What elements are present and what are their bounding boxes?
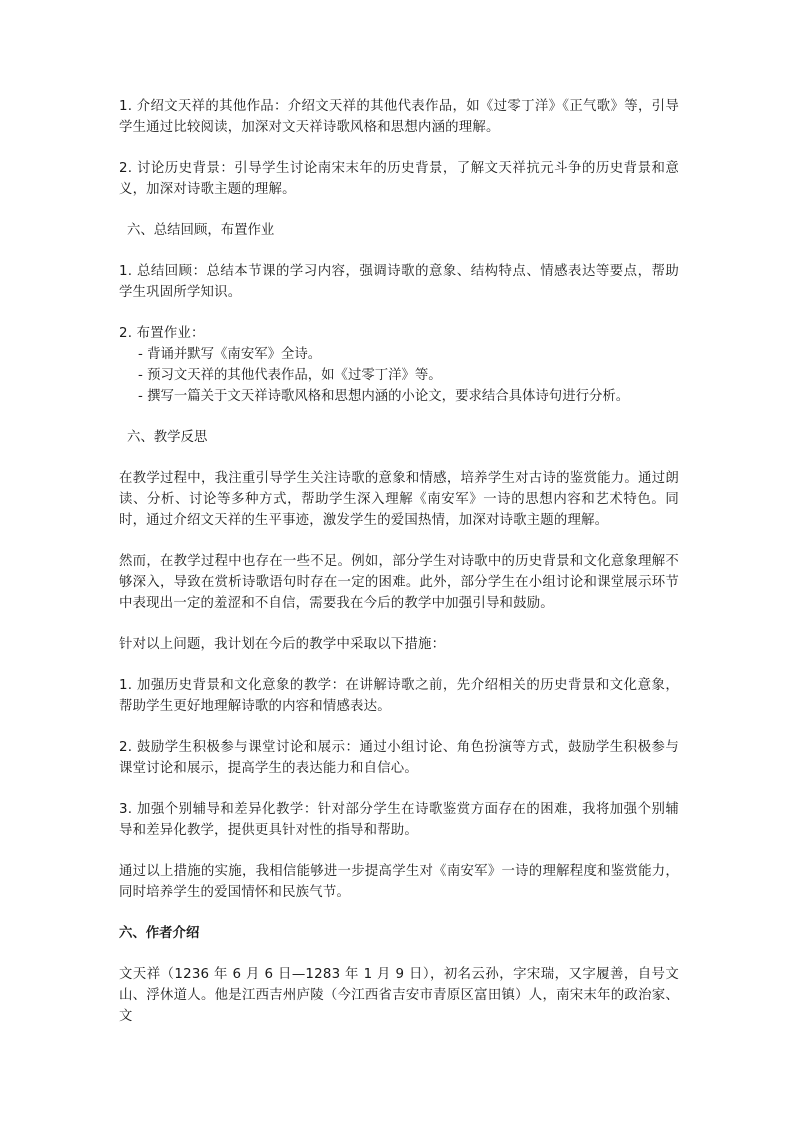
heading-teaching-reflection: 六、教学反思 [127,430,208,445]
list-item: - 预习文天祥的其他代表作品，如《过零丁洋》等。 [138,368,442,383]
paragraph-reflection-2: 然而，在教学过程中也存在一些不足。例如，部分学生对诗歌中的历史背景和文化意象理解不够深入，导致在赏析诗歌语句时存在一定的困难。此外，部分学生在小组讨论和课堂展示环节中表现出一定的羞涩和不自信，需要我在今后的教学中加强引导和鼓励。 [119,554,679,611]
heading-summary-homework: 六、总结回顾，布置作业 [127,223,275,238]
list-item: - 撰写一篇关于文天祥诗歌风格和思想内涵的小论文，要求结合具体诗句进行分析。 [138,389,630,404]
heading-author-intro: 六、作者介绍 [119,926,200,941]
paragraph-history-background: 2. 讨论历史背景：引导学生讨论南宋末年的历史背景，了解文天祥抗元斗争的历史背景和意义，加深对诗歌主题的理解。 [119,161,679,197]
paragraph-author-bio: 文天祥（1236 年 6 月 6 日—1283 年 1 月 9 日），初名云孙，字宋瑞，又字履善，自号文山、浮休道人。他是江西吉州庐陵（今江西省吉安市青原区富田镇）人，南宋末年的政治家、文 [119,967,679,1024]
document-page [119,96,679,1047]
paragraph-summary-review: 1. 总结回顾：总结本节课的学习内容，强调诗歌的意象、结构特点、情感表达等要点，帮助学生巩固所学知识。 [119,264,679,300]
paragraph-homework-title: 2. 布置作业： [119,326,205,341]
paragraph-measures-intro: 针对以上问题，我计划在今后的教学中采取以下措施： [119,637,446,652]
paragraph-measure-3: 3. 加强个别辅导和差异化教学：针对部分学生在诗歌鉴赏方面存在的困难，我将加强个别辅导和差异化教学，提供更具针对性的指导和帮助。 [119,802,679,838]
homework-list [119,344,679,407]
paragraph-measure-1: 1. 加强历史背景和文化意象的教学：在讲解诗歌之前，先介绍相关的历史背景和文化意象，帮助学生更好地理解诗歌的内容和情感表达。 [119,678,679,714]
paragraph-conclusion: 通过以上措施的实施，我相信能够进一步提高学生对《南安军》一诗的理解程度和鉴赏能力，同时培养学生的爱国情怀和民族气节。 [119,864,679,900]
paragraph-other-works: 1. 介绍文天祥的其他作品：介绍文天祥的其他代表作品，如《过零丁洋》《正气歌》等，引导学生通过比较阅读，加深对文天祥诗歌风格和思想内涵的理解。 [119,99,679,135]
paragraph-reflection-1: 在教学过程中，我注重引导学生关注诗歌的意象和情感，培养学生对古诗的鉴赏能力。通过朗读、分析、讨论等多种方式，帮助学生深入理解《南安军》一诗的思想内容和艺术特色。同时，通过介绍文天祥的生平事迹，激发学生的爱国热情，加深对诗歌主题的理解。 [119,471,679,528]
paragraph-measure-2: 2. 鼓励学生积极参与课堂讨论和展示：通过小组讨论、角色扮演等方式，鼓励学生积极参与课堂讨论和展示，提高学生的表达能力和自信心。 [119,740,679,776]
list-item: - 背诵并默写《南安军》全诗。 [138,347,322,362]
